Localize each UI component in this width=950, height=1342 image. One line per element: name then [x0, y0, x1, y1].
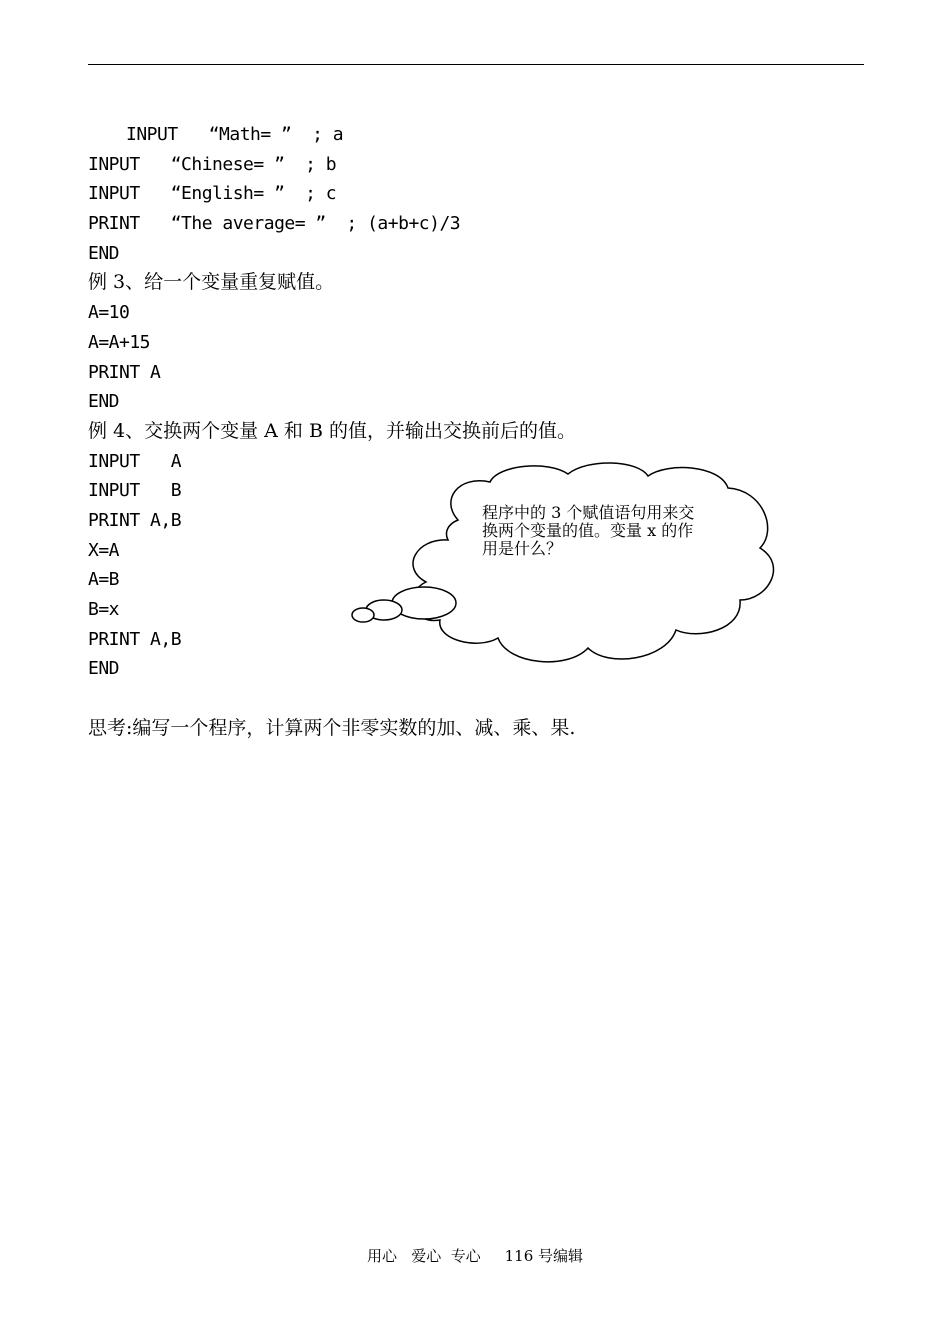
thinking-prompt: 思考:编写一个程序，计算两个非零实数的加、减、乘、果. — [88, 716, 576, 739]
code-line: END — [88, 658, 120, 680]
code-line: END — [88, 242, 120, 264]
code-line: PRINT A — [88, 361, 161, 383]
example-4-heading: 例 4、交换两个变量 A 和 B 的值，并输出交换前后的值。 — [88, 419, 576, 442]
code-line: INPUT A — [88, 450, 182, 472]
code-line: INPUT B — [88, 480, 182, 502]
code-line: INPUT “Math= ” ; a — [126, 124, 344, 145]
code-line: A=B — [88, 569, 120, 591]
thought-cloud-callout — [348, 460, 788, 670]
page-footer: 用心 爱心 专心 116 号编辑 — [366, 1247, 584, 1265]
code-line: INPUT “English= ” ; c — [88, 183, 337, 205]
code-line: PRINT A,B — [88, 628, 182, 650]
code-line: B=x — [88, 599, 120, 620]
spacer — [88, 684, 864, 714]
header-rule — [88, 64, 864, 65]
code-line: END — [88, 391, 120, 413]
example-3-heading: 例 3、给一个变量重复赋值。 — [88, 271, 335, 294]
code-line: PRINT A,B — [88, 509, 182, 531]
code-line: A=A+15 — [88, 331, 151, 353]
code-line: A=10 — [88, 302, 130, 324]
code-line: PRINT “The average= ” ; (a+b+c)/3 — [88, 213, 461, 235]
thought-cloud-icon — [348, 460, 788, 670]
callout-text: 程序中的 3 个赋值语句用来交换两个变量的值。变量 x 的作用是什么？ — [482, 503, 695, 558]
code-line: INPUT “Chinese= ” ; b — [88, 153, 337, 175]
code-line: X=A — [88, 539, 120, 561]
